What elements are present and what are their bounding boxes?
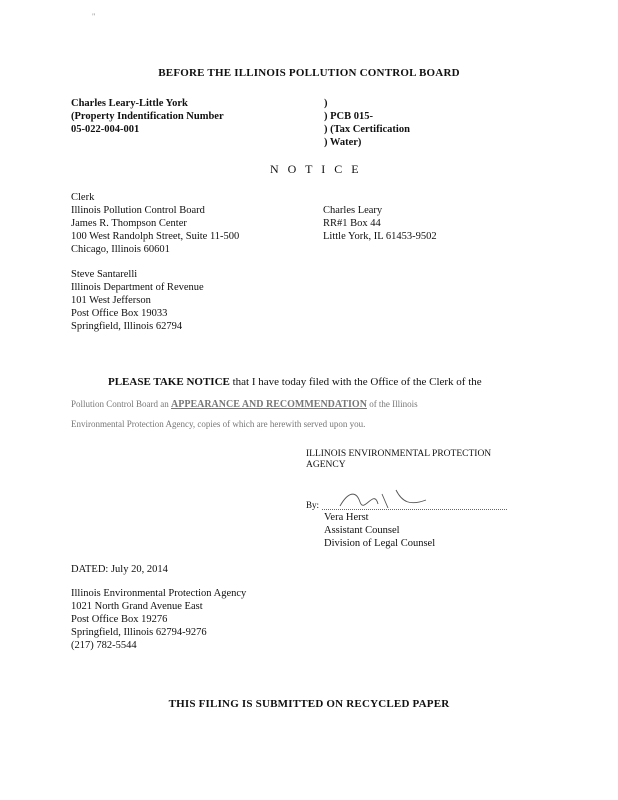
agency-address-line: 1021 North Grand Avenue East xyxy=(71,601,203,612)
notice-body-line-1 xyxy=(108,376,482,389)
clerk-address-block xyxy=(71,191,239,256)
revenue-line: Steve Santarelli xyxy=(71,269,138,280)
clerk-line: 100 West Randolph Street, Suite 11-500 xyxy=(71,231,240,242)
notice-text: Pollution Control Board an xyxy=(71,399,169,409)
clerk-line: James R. Thompson Center xyxy=(71,218,187,229)
case-caption-right xyxy=(324,97,410,149)
agency-line: AGENCY xyxy=(306,460,346,470)
agency-name-block xyxy=(306,449,491,471)
signatory-division: Division of Legal Counsel xyxy=(324,538,436,549)
notice-body-line-2 xyxy=(71,398,418,411)
agency-address-block xyxy=(71,587,246,652)
caption-case-number: ) PCB 015- xyxy=(324,111,373,122)
recipient-line: Charles Leary xyxy=(323,205,383,216)
agency-address-line: Post Office Box 19276 xyxy=(71,614,168,625)
revenue-line: Illinois Department of Revenue xyxy=(71,282,204,293)
clerk-line: Clerk xyxy=(71,192,95,203)
notice-text: that I have today filed with the Office of the Clerk of the xyxy=(229,376,482,388)
recycled-paper-footer: THIS FILING IS SUBMITTED ON RECYCLED PAPER xyxy=(168,698,450,710)
signature-scribble xyxy=(330,484,440,514)
by-label: By: xyxy=(306,500,320,510)
notice-lead: PLEASE TAKE NOTICE xyxy=(108,376,230,388)
revenue-line: 101 West Jefferson xyxy=(71,295,151,306)
revenue-line: Post Office Box 19033 xyxy=(71,308,168,319)
caption-paren: ) xyxy=(324,98,328,109)
signatory-block xyxy=(324,511,435,550)
signatory-title: Assistant Counsel xyxy=(324,525,400,536)
agency-line: ILLINOIS ENVIRONMENTAL PROTECTION xyxy=(306,449,492,459)
recipient-line: Little York, IL 61453-9502 xyxy=(323,231,437,242)
recipient-line: RR#1 Box 44 xyxy=(323,218,381,229)
corner-mark: " xyxy=(92,12,96,21)
signatory-name: Vera Herst xyxy=(324,512,369,523)
recipient-address-block xyxy=(323,204,437,243)
caption-pin-number: 05-022-004-001 xyxy=(71,124,140,135)
revenue-line: Springfield, Illinois 62794 xyxy=(71,321,183,332)
caption-case-type-cont: ) Water) xyxy=(324,137,362,148)
notice-title: N O T I C E xyxy=(270,162,362,176)
document-heading: BEFORE THE ILLINOIS POLLUTION CONTROL BOARD xyxy=(158,67,460,79)
agency-address-line: Springfield, Illinois 62794-9276 xyxy=(71,627,207,638)
caption-case-type: ) (Tax Certification xyxy=(324,124,410,135)
agency-address-line: Illinois Environmental Protection Agency xyxy=(71,588,247,599)
caption-party: Charles Leary-Little York xyxy=(71,98,188,109)
revenue-address-block xyxy=(71,268,204,333)
dated-line: DATED: July 20, 2014 xyxy=(71,564,168,575)
case-caption-left xyxy=(71,97,224,136)
document-title-link: APPEARANCE AND RECOMMENDATION xyxy=(171,399,367,410)
clerk-line: Illinois Pollution Control Board xyxy=(71,205,205,216)
caption-pin-label: (Property Indentification Number xyxy=(71,111,224,122)
notice-text: of the Illinois xyxy=(369,399,418,409)
clerk-line: Chicago, Illinois 60601 xyxy=(71,244,170,255)
agency-address-line: (217) 782-5544 xyxy=(71,640,137,651)
notice-body-line-3: Environmental Protection Agency, copies of which are herewith served upon you. xyxy=(71,419,366,429)
